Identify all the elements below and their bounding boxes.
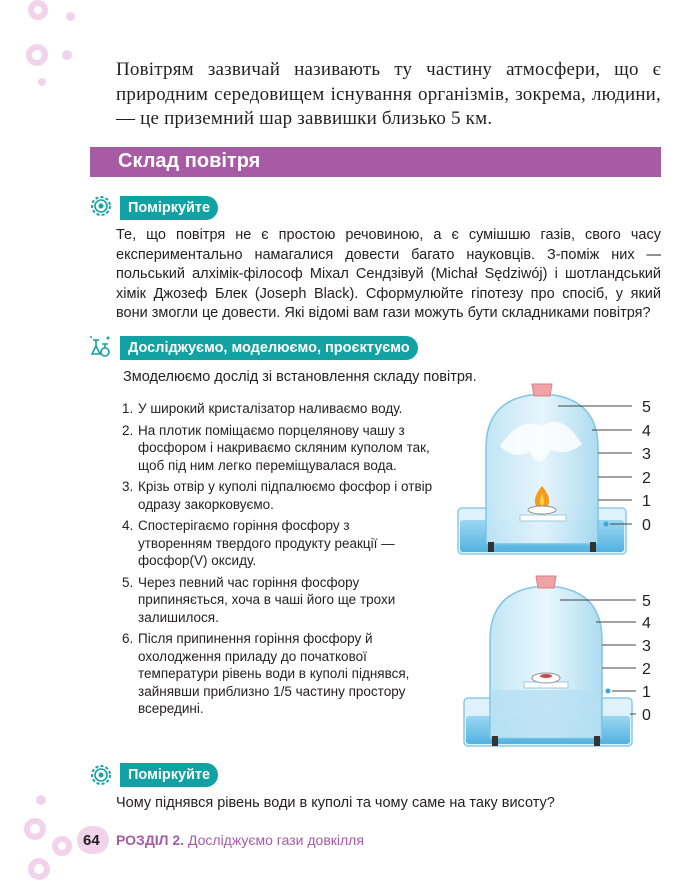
bowl <box>528 506 556 514</box>
list-item: 2. На плотик поміщаємо порцелянову чашу з фосфором і накриваємо скляним куполом так, щоб під ним легко переміщувалася вода. <box>122 422 430 473</box>
page-number: 64 <box>83 832 100 849</box>
experiment-steps <box>122 400 442 722</box>
section-header <box>90 147 661 177</box>
running-footer <box>116 832 364 848</box>
cork <box>532 384 552 396</box>
gear-icon <box>88 193 114 219</box>
scale-label: 0 <box>642 707 651 724</box>
scale-label: 4 <box>642 615 651 632</box>
decor-circle <box>52 836 72 856</box>
intro-paragraph: Повітрям зазвичай називають ту частину атмосфери, що є природним середовищем існування організмів, зокрема, людини, — це приземний шар заввишки близько 5 км. <box>116 59 661 129</box>
scale-label: 1 <box>642 684 651 701</box>
research-label: Досліджуємо, моделюємо, проєктуємо <box>120 336 418 360</box>
scale-label: 2 <box>642 661 651 678</box>
decor-dot <box>38 78 46 86</box>
water-in-dome <box>492 690 600 738</box>
apparatus-diagram-before <box>450 376 670 561</box>
scale-label: 5 <box>642 399 651 416</box>
think-label: Поміркуйте <box>120 763 218 787</box>
footer-title: Досліджуємо гази довкілля <box>187 832 364 848</box>
decor-circle <box>28 858 50 880</box>
decor-circle <box>26 44 48 66</box>
scale-label: 4 <box>642 423 651 440</box>
list-item: 5. Через певний час горіння фосфору припиняється, хоча в чаші його ще трохи залишилося. <box>122 574 396 625</box>
list-item: 3. Крізь отвір у куполі підпалюємо фосфор і отвір одразу закорковуємо. <box>122 479 433 512</box>
decor-dot <box>62 50 72 60</box>
scale-label: 2 <box>642 470 651 487</box>
think-label: Поміркуйте <box>120 196 218 220</box>
think-question: Чому піднявся рівень води в куполі та чому саме на таку висоту? <box>116 795 555 811</box>
page-number-badge <box>77 826 109 854</box>
footer-section: РОЗДІЛ 2. <box>116 832 185 848</box>
list-item: 1. У широкий кристалізатор наливаємо воду. <box>122 401 403 416</box>
scale-label: 0 <box>642 517 651 534</box>
section-title: Склад повітря <box>118 150 261 172</box>
apparatus-diagram-after <box>450 570 670 755</box>
decor-circle <box>24 818 46 840</box>
research-lead: Змоделюємо дослід зі встановлення складу повітря. <box>123 369 477 385</box>
raft <box>520 515 566 521</box>
scale-label: 5 <box>642 593 651 610</box>
scale-label: 3 <box>642 446 651 463</box>
scale-label: 1 <box>642 493 651 510</box>
think-text: Те, що повітря не є простою речовиною, а є сумішшю газів, свого часу експериментально намагалися довести багато науковців. З-поміж них — польський алхімік-філософ Міхал Сендзівуй (Michał Sędziwój) і шотландський хімік Джозеф Блек (Joseph Black). Сформулюйте гіпотезу про спосіб, у який вони змогли це довести. Які відомі вам гази можуть бути складниками повітря? <box>116 227 661 321</box>
gear-icon <box>88 762 114 788</box>
decor-circle <box>28 0 48 20</box>
cork <box>536 576 556 588</box>
list-item: 6. Після припинення горіння фосфору й охолодження приладу до початкової температури рівень води в куполі піднявся, зайнявши приблизно 1/5 частину простору всередині. <box>122 631 410 716</box>
decor-dot <box>36 795 46 805</box>
scale-label: 3 <box>642 638 651 655</box>
decor-dot <box>66 12 75 21</box>
list-item: 4. Спостерігаємо горіння фосфору з утворенням твердого продукту реакції — фосфор(V) оксиду. <box>122 518 395 568</box>
flask-icon <box>88 334 114 360</box>
